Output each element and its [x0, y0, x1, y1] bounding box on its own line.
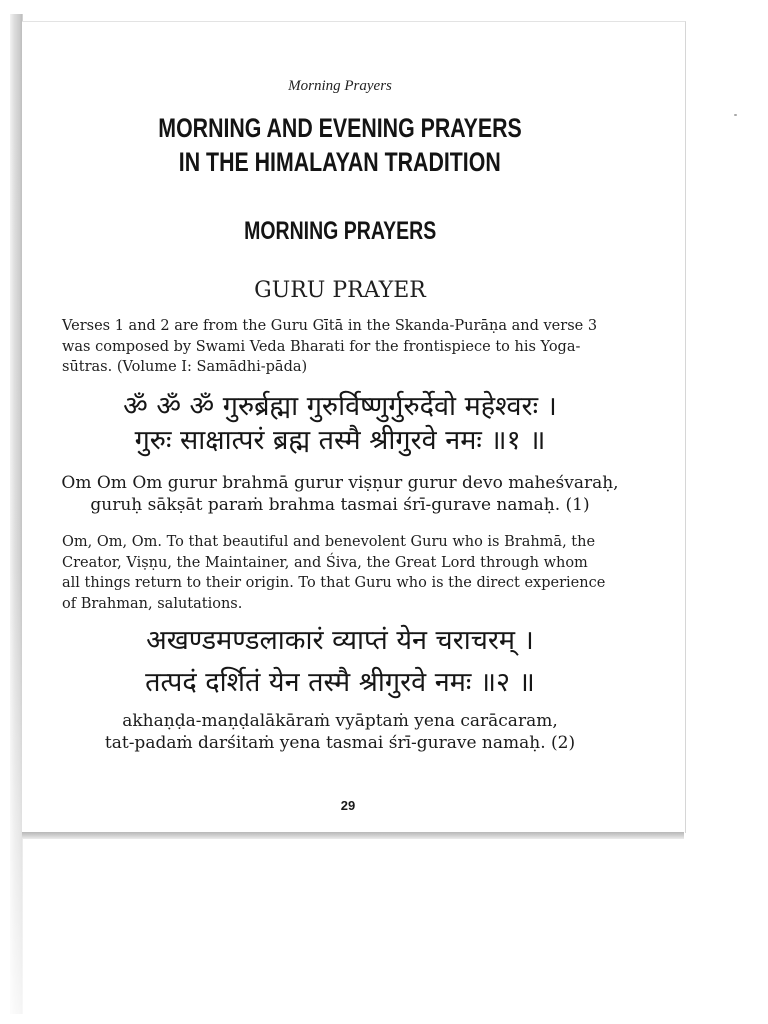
chapter-title-row [20, 111, 660, 145]
prayer-heading: GURU PRAYER [254, 278, 426, 303]
scan-speck [734, 114, 737, 116]
chapter-title [20, 111, 660, 179]
chapter-title-line-2: IN THE HIMALAYAN TRADITION [179, 147, 501, 177]
intro-paragraph [62, 316, 597, 378]
translation-line: Creator, Viṣṇu, the Maintainer, and Śiva, the Great Lord through whom [62, 554, 588, 571]
page-bottom-edge [22, 832, 684, 839]
devanagari-line: अखण्डमण्डलाकारं व्याप्तं येन चराचरम् । [146, 625, 534, 656]
translation-line: of Brahman, salutations. [62, 595, 243, 612]
intro-line: Verses 1 and 2 are from the Guru Gītā in the Skanda-Purāṇa and verse 3 [62, 318, 598, 334]
chapter-title-row [20, 145, 660, 179]
intro-line: sūtras. (Volume I: Samādhi-pāda) [62, 359, 308, 375]
transliteration [20, 472, 660, 516]
chapter-title-line-1: MORNING AND EVENING PRAYERS [158, 113, 522, 143]
transliteration-line: tat-padaṁ darśitaṁ yena tasmai śrī-gurave namaḥ. (2) [104, 733, 576, 753]
section-heading-text: MORNING PRAYERS [243, 217, 437, 245]
transliteration-line: Om Om Om gurur brahmā gurur viṣṇur gurur devo maheśvaraḥ, [61, 473, 619, 493]
devanagari-line: तत्पदं दर्शितं येन तस्मै श्रीगुरवे नमः ॥२ ॥ [145, 667, 535, 698]
transliteration-line: guruḥ sākṣāt paraṁ brahma tasmai śrī-gurave namaḥ. (1) [90, 495, 590, 515]
translation-line: all things return to their origin. To that Guru who is the direct experience [62, 575, 606, 591]
devanagari-line: गुरुः साक्षात्परं ब्रह्म तस्मै श्रीगुरवे नमः ॥१ ॥ [134, 425, 546, 456]
intro-line: was composed by Swami Veda Bharati for the frontispiece to his Yoga- [62, 338, 581, 355]
running-header: Morning Prayers [288, 78, 392, 94]
section-heading [20, 216, 660, 246]
devanagari-line: ॐ ॐ ॐ गुरुर्ब्रह्मा गुरुर्विष्णुर्गुरुर्देवो महेश्वरः । [123, 391, 557, 422]
translation-line: Om, Om, Om. To that beautiful and benevolent Guru who is Brahmā, the [62, 534, 596, 550]
transliteration [20, 710, 660, 754]
page-number: 29 [340, 798, 356, 813]
translation-paragraph [62, 532, 605, 614]
transliteration-line: akhaṇḍa-maṇḍalākāraṁ vyāptaṁ yena carācaram, [122, 711, 558, 731]
